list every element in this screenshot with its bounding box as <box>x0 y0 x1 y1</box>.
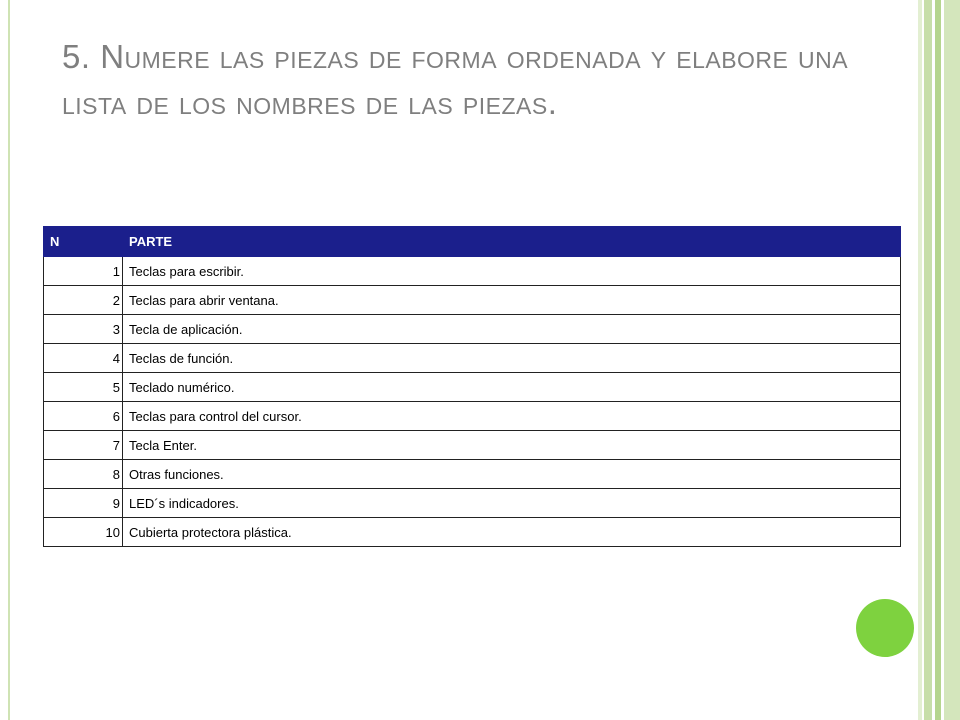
table-row <box>44 460 901 489</box>
table-row <box>44 518 901 547</box>
row-number: 8 <box>44 460 123 489</box>
row-number: 3 <box>44 315 123 344</box>
row-number: 6 <box>44 402 123 431</box>
row-number: 10 <box>44 518 123 547</box>
row-number: 9 <box>44 489 123 518</box>
table-row <box>44 489 901 518</box>
table-row <box>44 344 901 373</box>
right-decorative-stripes <box>918 0 960 720</box>
column-header-n: N <box>44 227 123 257</box>
parts-table <box>43 226 901 547</box>
row-part-name: Teclas para abrir ventana. <box>123 286 901 315</box>
row-number: 1 <box>44 257 123 286</box>
table-header-row <box>44 227 901 257</box>
row-part-name: Tecla de aplicación. <box>123 315 901 344</box>
slide-title: 5. Numere las piezas de forma ordenada y elabore una lista de los nombres de las piezas. <box>62 38 849 121</box>
row-part-name: Cubierta protectora plástica. <box>123 518 901 547</box>
table-row <box>44 402 901 431</box>
row-number: 7 <box>44 431 123 460</box>
row-part-name: Tecla Enter. <box>123 431 901 460</box>
row-number: 2 <box>44 286 123 315</box>
table-row <box>44 373 901 402</box>
table-row <box>44 257 901 286</box>
row-part-name: Teclado numérico. <box>123 373 901 402</box>
row-part-name: Otras funciones. <box>123 460 901 489</box>
row-part-name: Teclas para escribir. <box>123 257 901 286</box>
column-header-parte: PARTE <box>123 227 901 257</box>
row-part-name: LED´s indicadores. <box>123 489 901 518</box>
left-border-line <box>8 0 10 720</box>
table-row <box>44 431 901 460</box>
table-row <box>44 315 901 344</box>
row-part-name: Teclas de función. <box>123 344 901 373</box>
row-part-name: Teclas para control del cursor. <box>123 402 901 431</box>
row-number: 4 <box>44 344 123 373</box>
table-row <box>44 286 901 315</box>
green-circle-decoration <box>856 599 914 657</box>
row-number: 5 <box>44 373 123 402</box>
